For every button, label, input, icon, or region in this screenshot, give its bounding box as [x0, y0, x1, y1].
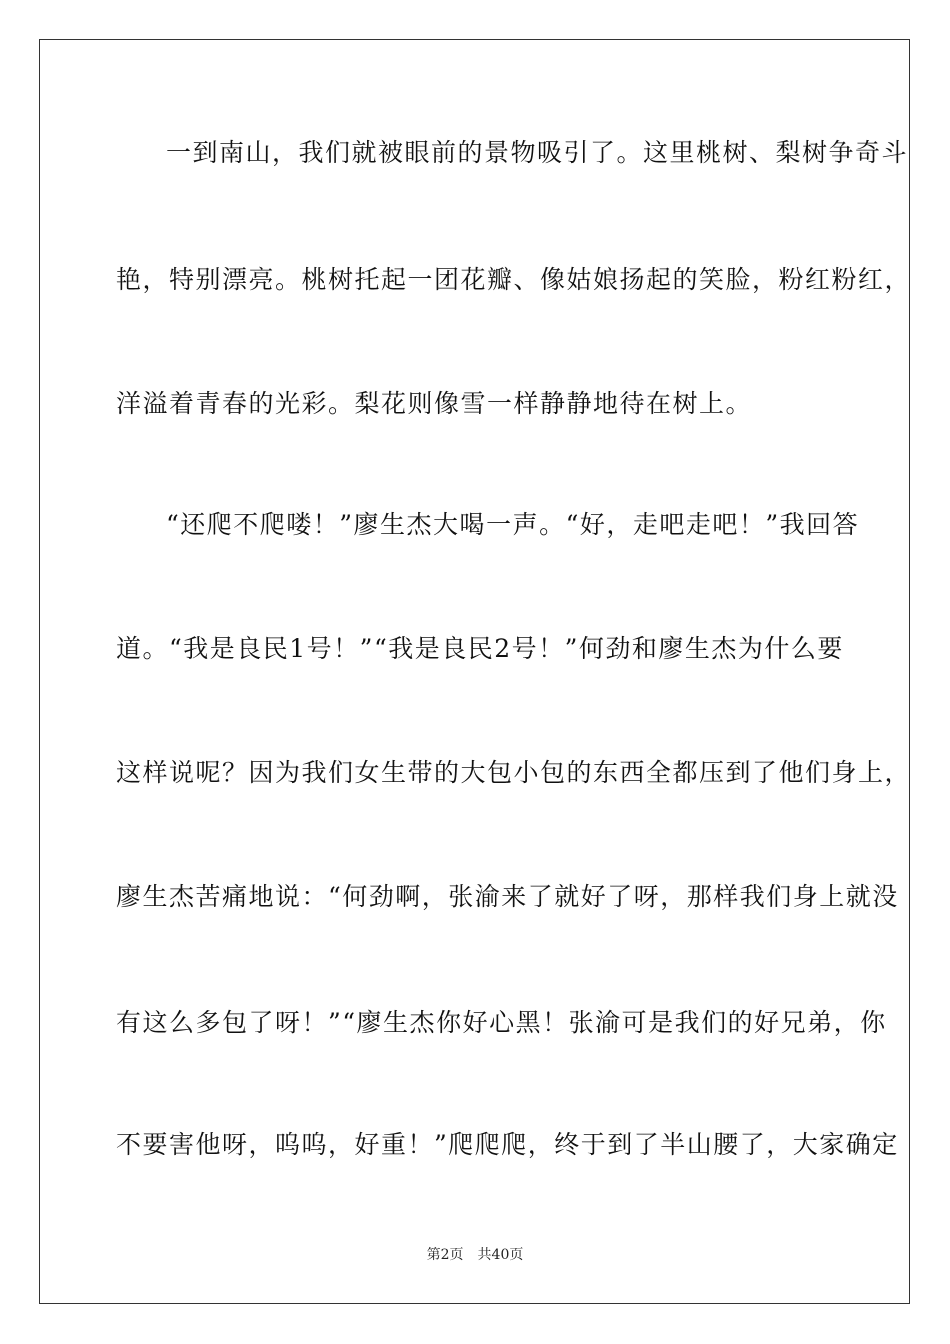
page-border [39, 39, 910, 1304]
paragraph-2-line-4: 廖生杰苦痛地说：“何劲啊，张渝来了就好了呀，那样我们身上就没 [116, 882, 899, 911]
page-number: 第2页 [426, 1247, 464, 1263]
paragraph-2-line-2: 道。“我是良民1号！”“我是良民2号！”何劲和廖生杰为什么要 [116, 634, 844, 663]
page-footer [0, 1246, 950, 1264]
paragraph-1-line-1: 一到南山，我们就被眼前的景物吸引了。这里桃树、梨树争奇斗 [166, 138, 909, 167]
paragraph-1-line-3: 洋溢着青春的光彩。梨花则像雪一样静静地待在树上。 [116, 389, 753, 418]
paragraph-2-line-5: 有这么多包了呀！”“廖生杰你好心黑！张渝可是我们的好兄弟，你 [116, 1008, 887, 1037]
page-total: 共40页 [477, 1247, 524, 1263]
paragraph-1-line-2: 艳，特别漂亮。桃树托起一团花瓣、像姑娘扬起的笑脸，粉红粉红， [116, 265, 912, 294]
paragraph-2-line-6: 不要害他呀，呜呜，好重！”爬爬爬，终于到了半山腰了，大家确定 [116, 1130, 899, 1159]
paragraph-2-line-1: “还爬不爬喽！”廖生杰大喝一声。“好，走吧走吧！”我回答 [166, 510, 860, 539]
paragraph-2-line-3: 这样说呢？因为我们女生带的大包小包的东西全都压到了他们身上， [116, 758, 912, 787]
